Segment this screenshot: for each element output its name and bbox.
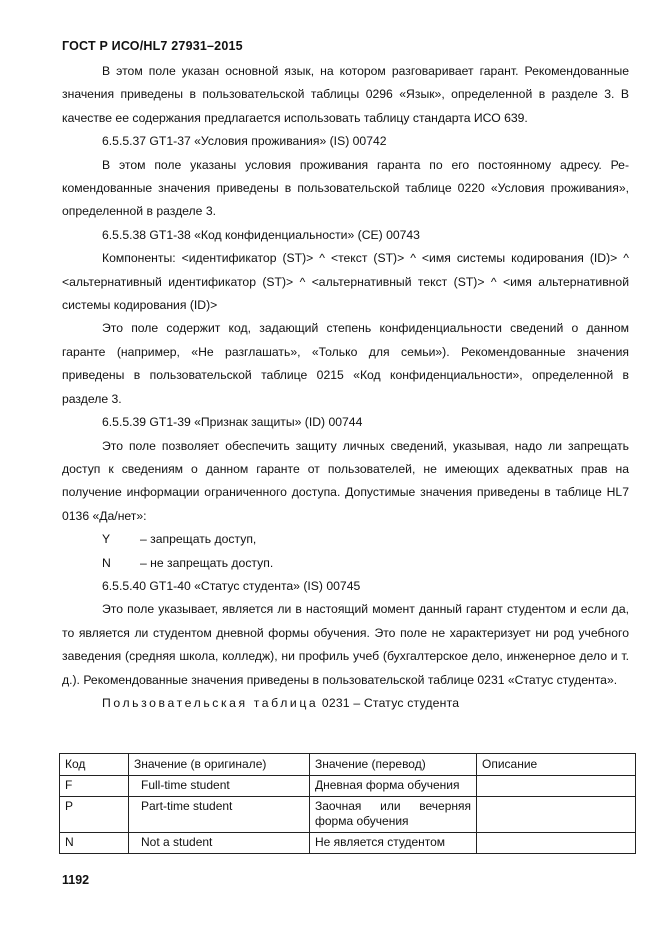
list-item: [62, 552, 629, 575]
cell-original-value: Not a student: [129, 833, 310, 854]
document-body: [62, 60, 629, 715]
student-status-table: [59, 753, 636, 854]
paragraph-protection: Это поле позволяет обеспечить защиту личных сведений, указывая, надо ли запрещать доступ к сведениям о данном гаранте от пользователей, не имеющих адекватных прав на получение информации ограниченного доступа. Допустимые значения приведены в таблице HL7 0136 «Да/нет»:: [62, 438, 629, 523]
cell-code: P: [60, 797, 129, 833]
list-item-text: – не запрещать доступ.: [140, 555, 274, 570]
header-code: Код: [60, 754, 129, 776]
list-item-text: – запрещать доступ,: [140, 532, 257, 547]
document-header: ГОСТ Р ИСО/HL7 27931–2015: [62, 39, 243, 53]
cell-code: N: [60, 833, 129, 854]
list-item-code: N: [102, 555, 111, 570]
paragraph-student-status: Это поле указывает, является ли в настоящий момент данный гарант студентом и если да, то является ли студентом дневной формы обучения. Это поле не характеризует ни род учебного заведения (средняя школа, колледж), ни профиль учеб (бухгалтерское дело, инженерное дело и т. д.). Рекомендованные значения приведены в пользовательской таблице 0231 «Статус студента».: [62, 602, 629, 687]
table-header-row: [60, 754, 636, 776]
list-item: [62, 528, 629, 551]
table-caption-title: 0231 – Статус студента: [318, 695, 460, 710]
paragraph-components: Компоненты: <идентификатор (ST)> ^ <текст (ST)> ^ <имя системы кодирования (ID)> ^ <альтернативный идентификатор (ST)> ^ <альтернативный текст (ST)> ^ <имя альтернативной системы кодирования (ID)>: [62, 251, 629, 313]
cell-code: F: [60, 776, 129, 797]
paragraph-language: В этом поле указан основной язык, на котором разговаривает гарант. Рекомендованные значения приведены в пользовательской таблицы 0296 «Язык», определенной в разделе 3. В качестве ее содержания предлагается использовать таблицу стандарта ИСО 639.: [62, 64, 629, 125]
paragraph-confidentiality: Это поле содержит код, задающий степень конфиденциальности сведений о данном гаранте (например, «Не разглашать», «Только для семьи»). Рекомендованные значения приведены в пользовательской таблице 0215 «Код конфиденциальности», определенной в разделе 3.: [62, 321, 629, 406]
header-description: Описание: [477, 754, 636, 776]
section-heading-gt1-37: 6.5.5.37 GT1-37 «Условия проживания» (IS) 00742: [102, 134, 387, 149]
paragraph-living-conditions: В этом поле указаны условия проживания гаранта по его постоянному адресу. Рекомендованные значения приведены в пользовательской таблице 0220 «Условия проживания», определенной в разделе 3.: [62, 157, 629, 219]
cell-description: [477, 833, 636, 854]
cell-description: [477, 776, 636, 797]
table-caption: [62, 692, 629, 715]
table-row: [60, 797, 636, 833]
cell-original-value: Full-time student: [129, 776, 310, 797]
cell-translated-value: Дневная форма обучения: [310, 776, 477, 797]
cell-translated-value: Не является студентом: [310, 833, 477, 854]
cell-description: [477, 797, 636, 833]
table-caption-label: Пользовательская таблица: [102, 695, 319, 710]
section-heading-gt1-40: 6.5.5.40 GT1-40 «Статус студента» (IS) 00745: [102, 578, 361, 593]
section-heading-gt1-39: 6.5.5.39 GT1-39 «Признак защиты» (ID) 00744: [102, 415, 363, 430]
header-translated-value: Значение (перевод): [310, 754, 477, 776]
table-row: [60, 833, 636, 854]
cell-translated-value: Заочная или вечерняя форма обучения: [310, 797, 477, 833]
table-row: [60, 776, 636, 797]
cell-original-value: Part-time student: [129, 797, 310, 833]
page-number: 1192: [62, 873, 90, 887]
header-original-value: Значение (в оригинале): [129, 754, 310, 776]
section-heading-gt1-38: 6.5.5.38 GT1-38 «Код конфиденциальности» (СЕ) 00743: [102, 227, 420, 242]
list-item-code: Y: [102, 532, 111, 547]
